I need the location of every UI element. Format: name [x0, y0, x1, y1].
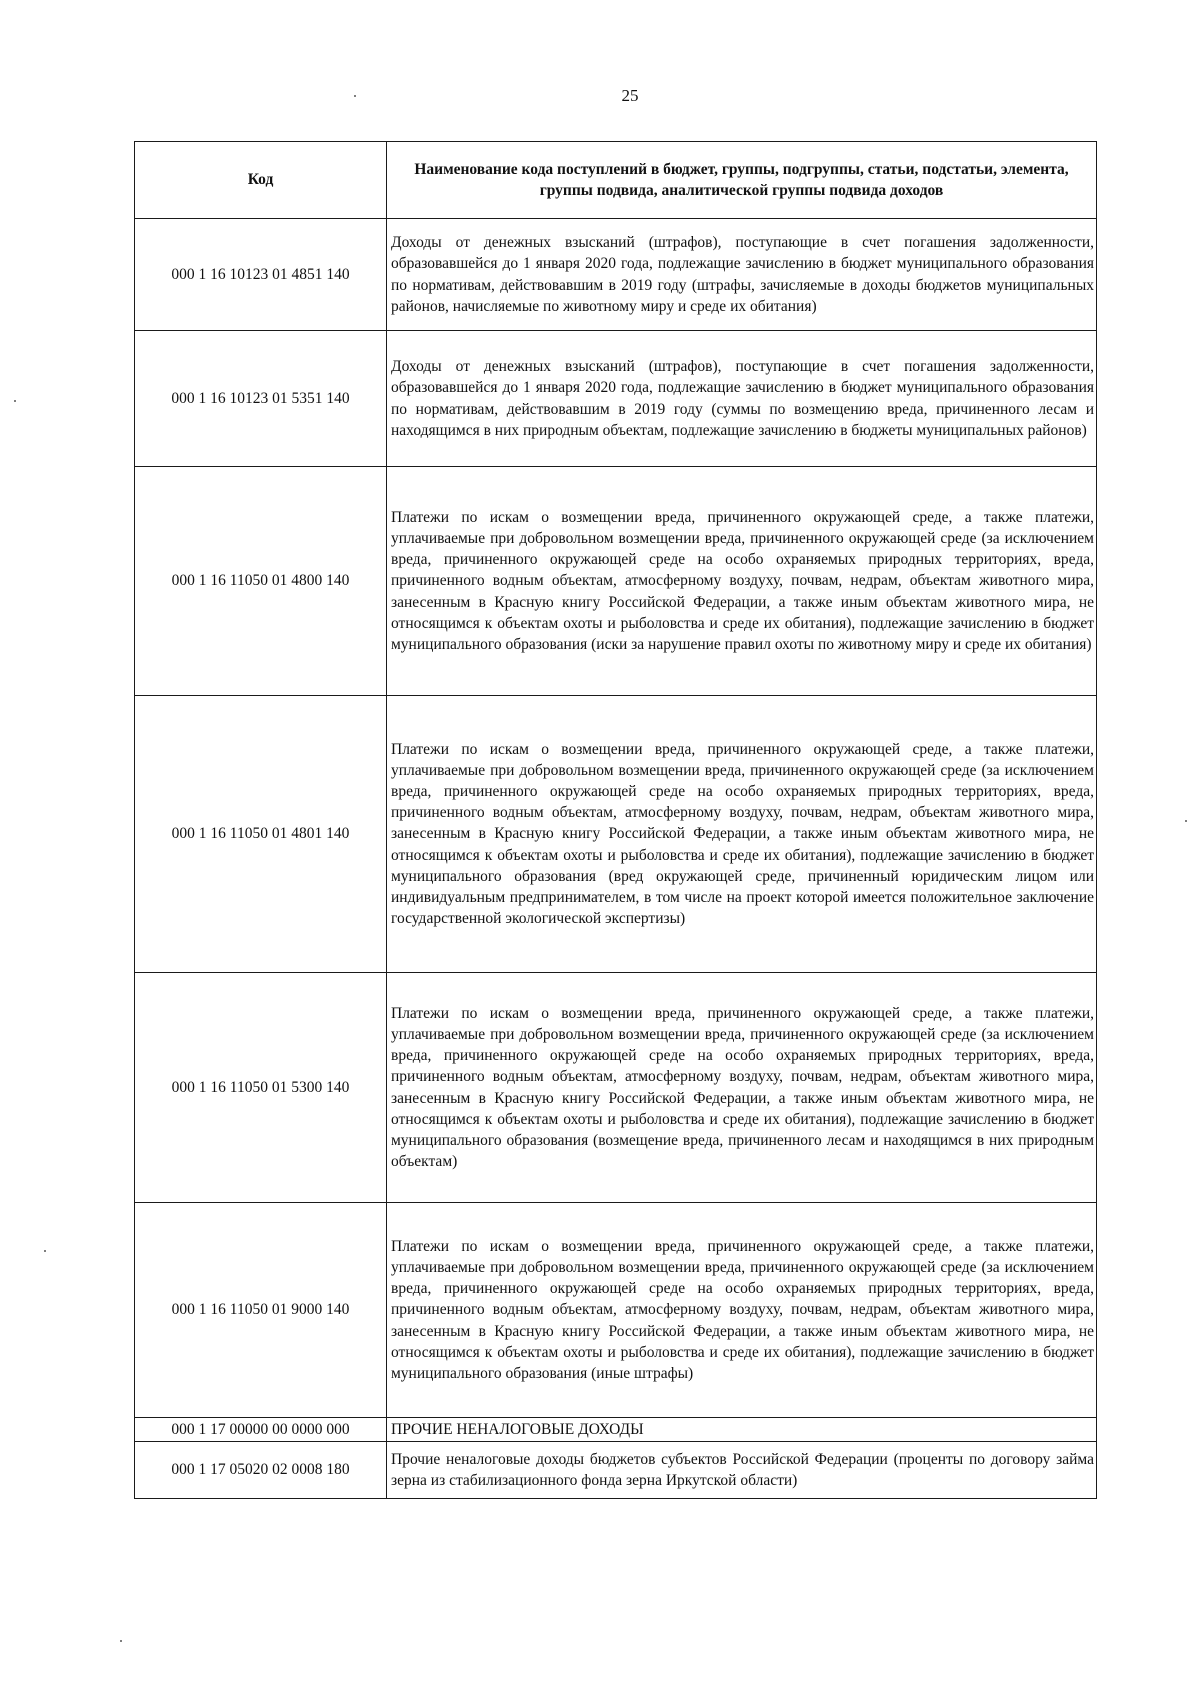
table-row	[135, 467, 1097, 696]
row-name: Прочие неналоговые доходы бюджетов субъектов Российской Федерации (проценты по договору займа зерна из стабилизационного фонда зерна Иркутской области)	[387, 1442, 1097, 1499]
row-name: Платежи по искам о возмещении вреда, причиненного окружающей среде, а также платежи, уплачиваемые при добровольном возмещении вреда, причиненного окружающей среде (за исключением вреда, причиненного окружающей среде на особо охраняемых природных территориях, вреда, причиненного водным объектам, атмосферному воздуху, почвам, недрам, объектам животного мира, занесенным в Красную книгу Российской Федерации, а также иным объектам животного мира, не относящимся к объектам охоты и рыболовства и среде их обитания), подлежащие зачислению в бюджет муниципального образования (иски за нарушение правил охоты по животному миру и среде их обитания)	[387, 467, 1097, 696]
scan-speck	[354, 95, 356, 97]
scan-speck	[120, 1640, 122, 1642]
row-code: 000 1 16 10123 01 4851 140	[135, 219, 387, 331]
table-row	[135, 973, 1097, 1203]
table-row	[135, 331, 1097, 467]
revenue-codes-table	[134, 141, 1097, 1499]
scan-speck	[14, 400, 16, 402]
row-code: 000 1 16 11050 01 4801 140	[135, 696, 387, 973]
row-name: Доходы от денежных взысканий (штрафов), поступающие в счет погашения задолженности, образовавшейся до 1 января 2020 года, подлежащие зачислению в бюджет муниципального образования по нормативам, действовавшим в 2019 году (штрафы, зачисляемые в доходы бюджетов муниципальных районов, начисляемые по животному миру и среде их обитания)	[387, 219, 1097, 331]
table-row	[135, 696, 1097, 973]
table-row	[135, 1442, 1097, 1499]
page-number: 25	[621, 86, 639, 105]
row-name: Платежи по искам о возмещении вреда, причиненного окружающей среде, а также платежи, уплачиваемые при добровольном возмещении вреда, причиненного окружающей среде (за исключением вреда, причиненного окружающей среде на особо охраняемых природных территориях, вреда, причиненного водным объектам, атмосферному воздуху, почвам, недрам, объектам животного мира, занесенным в Красную книгу Российской Федерации, а также иным объектам животного мира, не относящимся к объектам охоты и рыболовства и среде их обитания), подлежащие зачислению в бюджет муниципального образования (иные штрафы)	[387, 1203, 1097, 1418]
table-header-row	[135, 142, 1097, 219]
scan-speck	[1185, 820, 1187, 822]
row-code: 000 1 16 11050 01 9000 140	[135, 1203, 387, 1418]
row-name: Доходы от денежных взысканий (штрафов), поступающие в счет погашения задолженности, образовавшейся до 1 января 2020 года, подлежащие зачислению в бюджет муниципального образования по нормативам, действовавшим в 2019 году (суммы по возмещению вреда, причиненного лесам и находящимся в них природным объектам, подлежащие зачислению в бюджеты муниципальных районов)	[387, 331, 1097, 467]
table-row	[135, 1418, 1097, 1442]
row-name: Платежи по искам о возмещении вреда, причиненного окружающей среде, а также платежи, уплачиваемые при добровольном возмещении вреда, причиненного окружающей среде (за исключением вреда, причиненного окружающей среде на особо охраняемых природных территориях, вреда, причиненного водным объектам, атмосферному воздуху, почвам, недрам, объектам животного мира, занесенным в Красную книгу Российской Федерации, а также иным объектам животного мира, не относящимся к объектам охоты и рыболовства и среде их обитания), подлежащие зачислению в бюджет муниципального образования (возмещение вреда, причиненного лесам и находящимся в них природным объектам)	[387, 973, 1097, 1203]
table-row	[135, 1203, 1097, 1418]
row-code: 000 1 16 10123 01 5351 140	[135, 331, 387, 467]
header-name: Наименование кода поступлений в бюджет, группы, подгруппы, статьи, подстатьи, элемента, группы подвида, аналитической группы подвида доходов	[387, 142, 1097, 219]
row-code: 000 1 16 11050 01 5300 140	[135, 973, 387, 1203]
header-code: Код	[135, 142, 387, 219]
table-row	[135, 219, 1097, 331]
scan-speck	[44, 1250, 46, 1252]
row-code: 000 1 16 11050 01 4800 140	[135, 467, 387, 696]
row-code: 000 1 17 00000 00 0000 000	[135, 1418, 387, 1442]
row-code: 000 1 17 05020 02 0008 180	[135, 1442, 387, 1499]
row-name: Платежи по искам о возмещении вреда, причиненного окружающей среде, а также платежи, уплачиваемые при добровольном возмещении вреда, причиненного окружающей среде (за исключением вреда, причиненного окружающей среде на особо охраняемых природных территориях, вреда, причиненного водным объектам, атмосферному воздуху, почвам, недрам, объектам животного мира, занесенным в Красную книгу Российской Федерации, а также иным объектам животного мира, не относящимся к объектам охоты и рыболовства и среде их обитания), подлежащие зачислению в бюджет муниципального образования (вред окружающей среде, причиненный юридическим лицом или индивидуальным предпринимателем, в том числе на проект которой имеется положительное заключение государственной экологической экспертизы)	[387, 696, 1097, 973]
row-name: ПРОЧИЕ НЕНАЛОГОВЫЕ ДОХОДЫ	[387, 1418, 1097, 1442]
